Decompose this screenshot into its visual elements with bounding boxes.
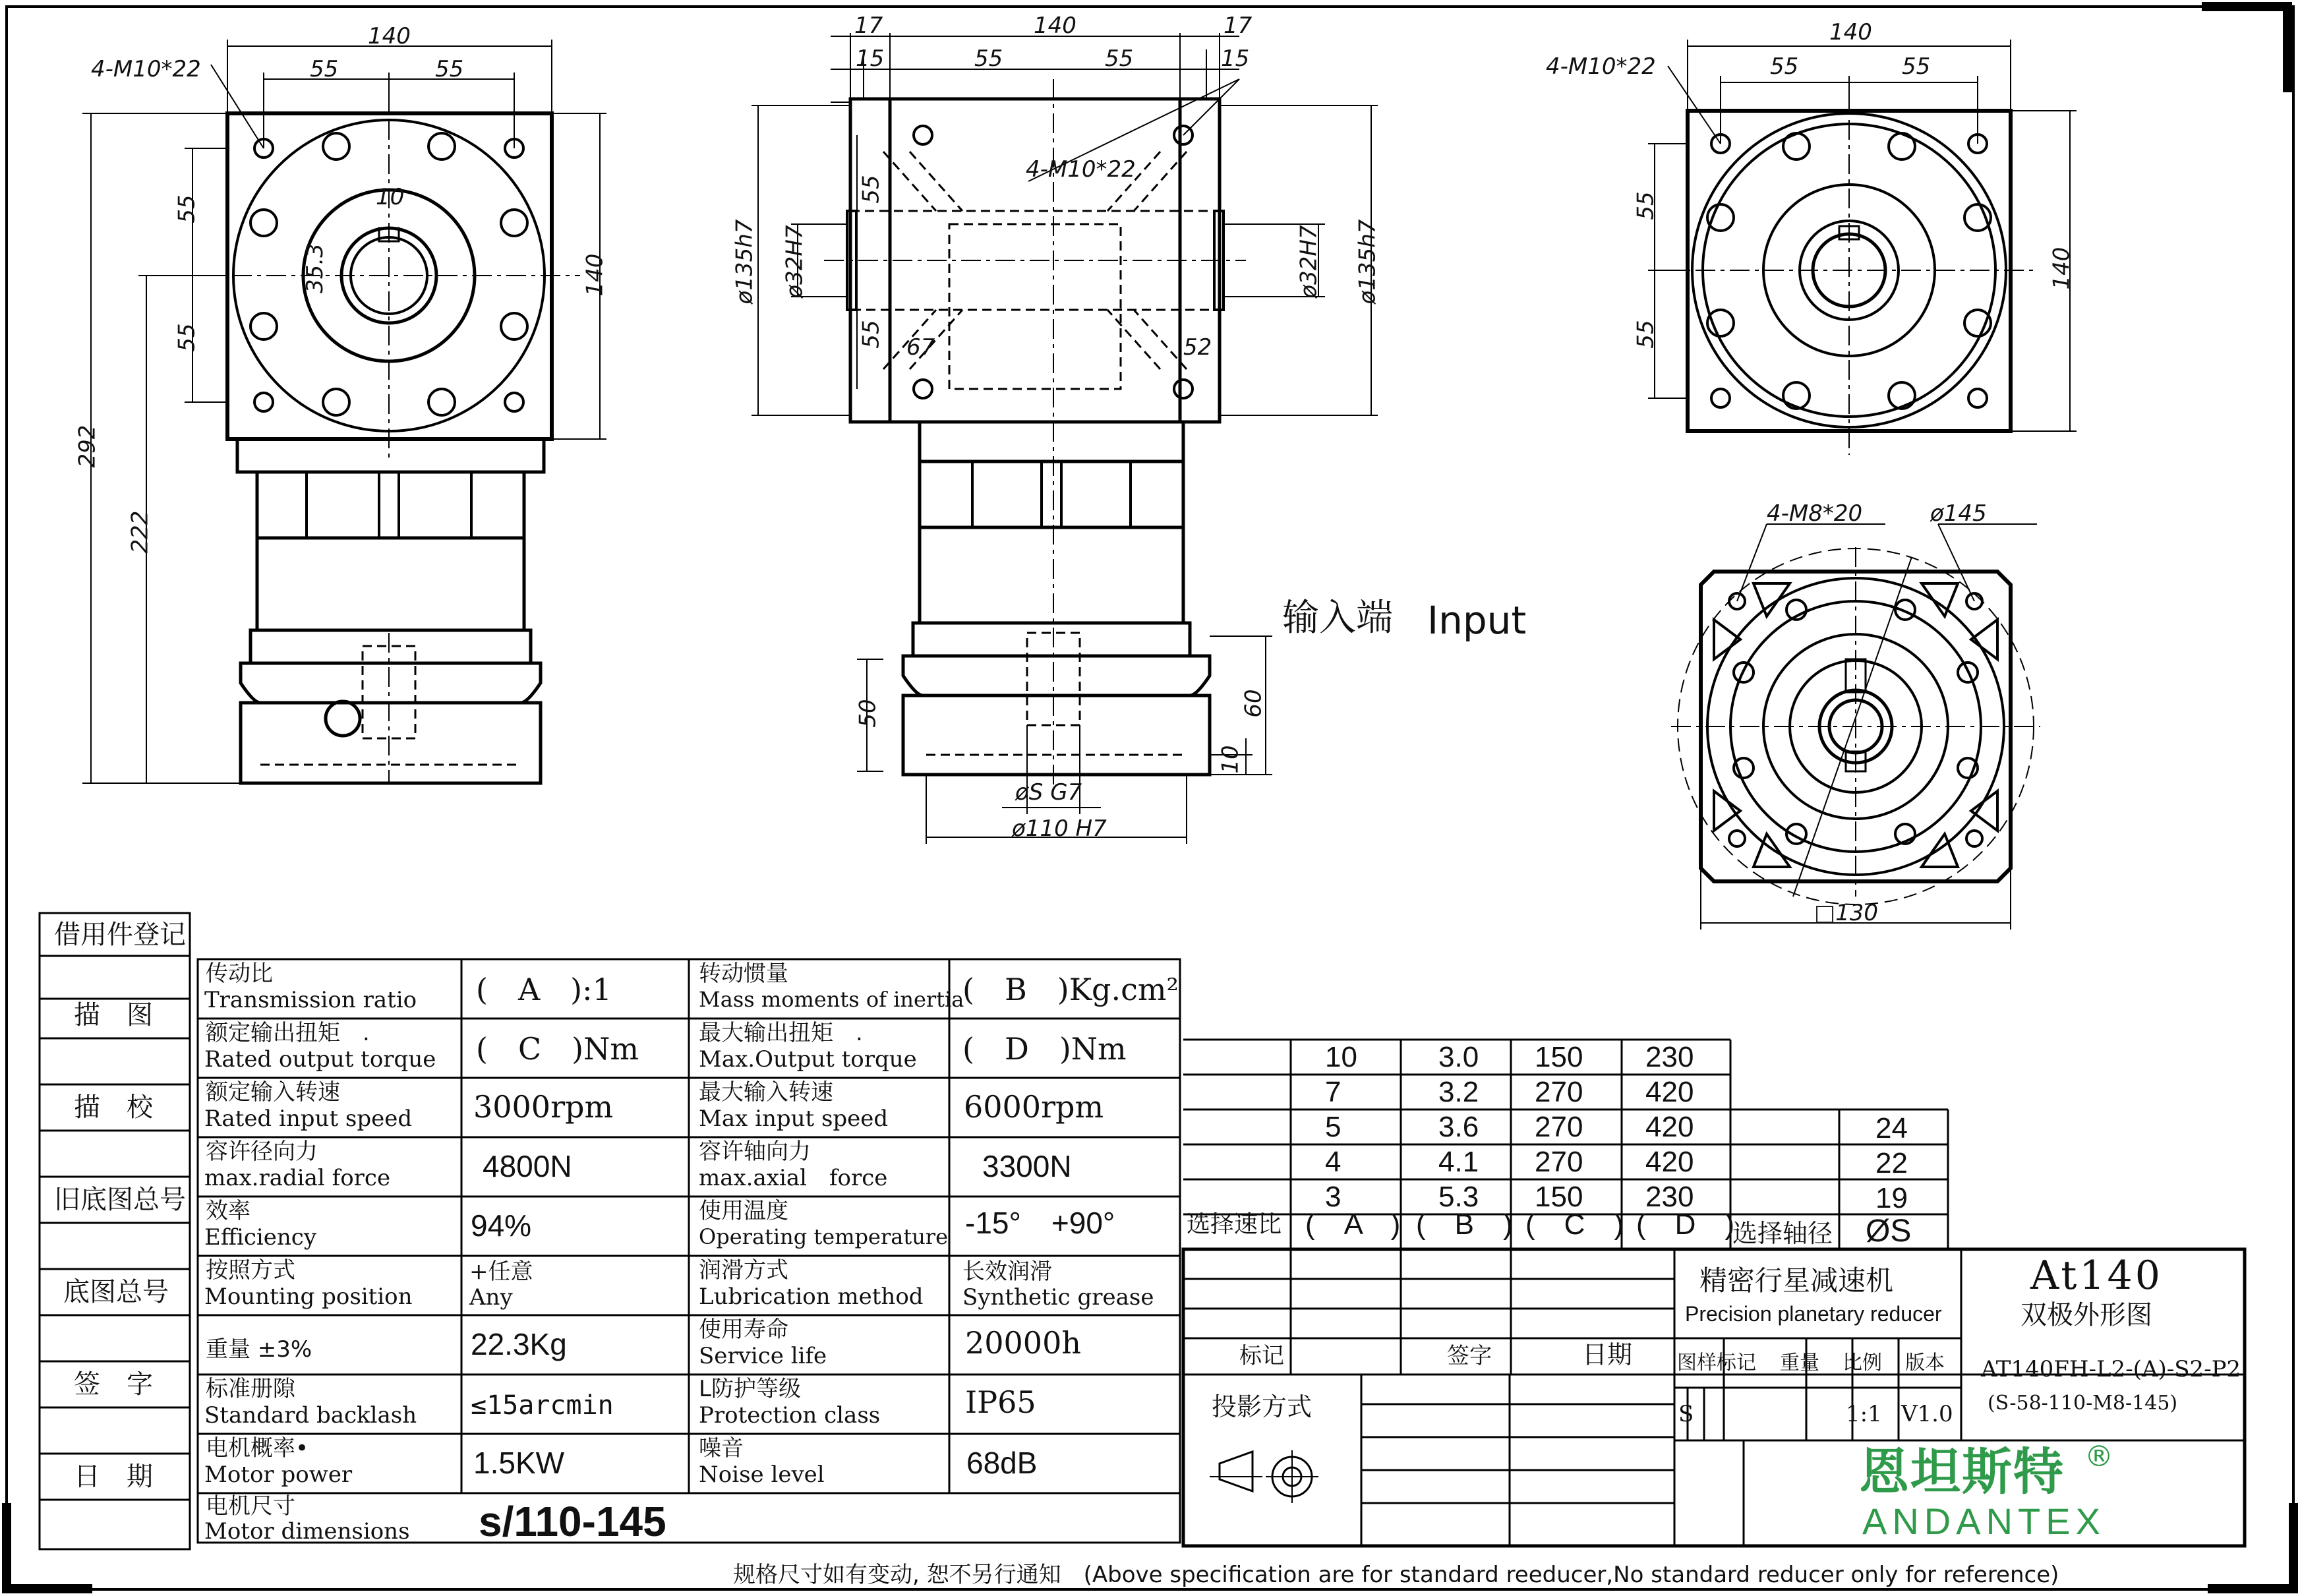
- ratio-cell: 4.1: [1438, 1146, 1479, 1178]
- dim-r-width: 140: [1829, 19, 1872, 45]
- spec-3-en1: max.radial force: [204, 1165, 391, 1191]
- spec-5-v1: +任意 Any: [469, 1258, 533, 1311]
- ratio-cell: 270: [1535, 1111, 1583, 1143]
- dim-c-h10: 10: [1217, 745, 1244, 774]
- spec-5-cn1: 按照方式: [206, 1257, 295, 1284]
- spec-3-cn2: 容许轴向力: [699, 1138, 811, 1165]
- brand-cn: 恩坦斯特: [1859, 1442, 2065, 1501]
- dim-c-d32a: ø32H7: [781, 225, 808, 299]
- dim-c-52: 52: [1183, 334, 1212, 361]
- right-view: [1648, 40, 2077, 455]
- lc-borrow: 借用件登记: [54, 920, 186, 950]
- tb-fig-mark: 图样标记: [1677, 1351, 1756, 1374]
- dim-c-h50: 50: [854, 699, 881, 728]
- lc-sign: 签 字: [74, 1369, 153, 1400]
- dim-r-v55a: 55: [1632, 191, 1659, 220]
- ratio-cell: 4: [1325, 1146, 1342, 1178]
- dim-c-67: 67: [906, 334, 935, 361]
- ratio-header-d: ( D ): [1636, 1208, 1735, 1241]
- dim-c-v55b: 55: [858, 320, 885, 349]
- ratio-cell: 270: [1535, 1076, 1583, 1108]
- ratio-cell: 420: [1645, 1111, 1694, 1143]
- ratio-cell: 150: [1535, 1181, 1583, 1213]
- spec-9-en1: Motor dimensions: [204, 1518, 410, 1545]
- ratio-cell: 420: [1645, 1076, 1694, 1108]
- spec-2-cn1: 额定输入转速: [206, 1079, 340, 1106]
- dim-left-half-b: 55: [435, 56, 464, 82]
- dim-left-body: 222: [127, 510, 154, 554]
- center-view: [752, 33, 1381, 844]
- tb-mark: 标记: [1239, 1343, 1284, 1369]
- ratio-cell: 3: [1325, 1181, 1342, 1213]
- spec-1-en2: Max.Output torque: [699, 1046, 917, 1073]
- lc-draw: 描 图: [74, 1000, 153, 1030]
- spec-4-en1: Efficiency: [204, 1224, 317, 1251]
- spec-3-v1: 4800N: [483, 1149, 572, 1183]
- spec-2-v1: 3000rpm: [473, 1089, 614, 1125]
- lc-base-no: 底图总号: [63, 1277, 169, 1307]
- dim-left-width: 140: [368, 23, 411, 49]
- spec-0-en2: Mass moments of inertia: [699, 987, 964, 1012]
- spec-9-cn1: 电机尺寸: [206, 1493, 295, 1520]
- shaft-label: 选择轴径: [1732, 1219, 1833, 1248]
- dim-c-d135b: ø135h7: [1354, 219, 1381, 305]
- flange-view: [1671, 524, 2040, 930]
- spec-8-en1: Motor power: [204, 1462, 353, 1488]
- spec-7-v2: IP65: [965, 1384, 1036, 1420]
- ratio-header-c: ( C ): [1525, 1208, 1624, 1241]
- ratio-cell: 5: [1325, 1111, 1342, 1143]
- dim-r-half-a: 55: [1770, 53, 1799, 80]
- shaft-val-1: 22: [1875, 1147, 1908, 1179]
- model-name: At140: [2030, 1253, 2163, 1299]
- spec-4-en2: Operating temperature: [699, 1224, 949, 1249]
- lc-old-no: 旧底图总号: [54, 1185, 186, 1215]
- ratio-header-a: ( A ): [1305, 1208, 1401, 1241]
- dim-r-bolt: 4-M10*22: [1546, 53, 1656, 80]
- spec-5-cn2: 润滑方式: [699, 1257, 788, 1284]
- shaft-val-2: 19: [1875, 1182, 1908, 1214]
- spec-6-v1: 22.3Kg: [471, 1327, 567, 1361]
- projection-symbol-icon: [1210, 1450, 1318, 1503]
- spec-8-cn2: 噪音: [699, 1435, 744, 1462]
- shaft-val-0: 24: [1875, 1112, 1908, 1144]
- dim-c-w55a: 55: [974, 45, 1003, 72]
- dim-c-d135a: ø135h7: [731, 219, 758, 305]
- spec-0-en1: Transmission ratio: [204, 987, 417, 1013]
- left-view: [82, 40, 606, 784]
- spec-6-v2: 20000h: [965, 1325, 1081, 1361]
- ratio-cell: 150: [1535, 1041, 1583, 1073]
- dim-left-v55b: 55: [173, 323, 200, 352]
- dim-c-w17a: 17: [854, 13, 883, 39]
- dim-c-h60: 60: [1240, 689, 1267, 718]
- dim-c-w140: 140: [1034, 13, 1076, 39]
- ratio-cell: 5.3: [1438, 1181, 1479, 1213]
- spec-6-en2: Service life: [699, 1343, 827, 1369]
- ratio-cell: 230: [1645, 1181, 1694, 1213]
- ratio-cell: 270: [1535, 1146, 1583, 1178]
- tb-fig-mark-val: S: [1678, 1401, 1694, 1427]
- dim-c-ds: øS G7: [1015, 779, 1082, 806]
- ratio-cell: 230: [1645, 1041, 1694, 1073]
- spec-0-v2: ( B )Kg.cm²: [962, 972, 1179, 1007]
- input-label-cn: 输入端: [1282, 597, 1393, 639]
- ratio-cell: 3.0: [1438, 1041, 1479, 1073]
- spec-5-v2: 长效润滑 Synthetic grease: [962, 1258, 1154, 1311]
- ratio-cell: 3.6: [1438, 1111, 1479, 1143]
- dim-left-v55a: 55: [173, 194, 200, 223]
- dim-left-h140: 140: [581, 253, 608, 297]
- tb-sign: 签字: [1447, 1343, 1492, 1369]
- tb-projection: 投影方式: [1212, 1392, 1312, 1421]
- spec-1-en1: Rated output torque: [204, 1046, 436, 1073]
- spec-3-cn1: 容许径向力: [206, 1138, 318, 1165]
- dim-c-d32b: ø32H7: [1295, 225, 1322, 299]
- corner-mark: [2202, 7, 2287, 92]
- tb-part-no: AT140FH-L2-(A)-S2-P2: [1981, 1356, 2241, 1382]
- tb-scale: 比例: [1843, 1351, 1882, 1374]
- dim-c-v55a: 55: [858, 175, 885, 204]
- spec-7-v1: ≤15arcmin: [471, 1390, 614, 1421]
- spec-2-v2: 6000rpm: [964, 1089, 1104, 1125]
- product-name-en: Precision planetary reducer: [1685, 1302, 1942, 1326]
- brand-reg: ®: [2084, 1440, 2113, 1473]
- dim-c-bolt: 4-M10*22: [1026, 156, 1136, 183]
- tb-part-sub: (S-58-110-M8-145): [1988, 1392, 2178, 1415]
- dim-c-w55b: 55: [1105, 45, 1134, 72]
- spec-0-cn2: 转动惯量: [699, 961, 788, 987]
- spec-4-v2: -15° +90°: [965, 1206, 1115, 1240]
- spec-6-cn2: 使用寿命: [699, 1316, 788, 1343]
- lc-check: 描 校: [74, 1092, 153, 1123]
- spec-2-cn2: 最大输入转速: [699, 1079, 833, 1106]
- input-label-en: Input: [1427, 598, 1527, 643]
- spec-9-v1: s/110-145: [479, 1498, 666, 1545]
- dim-c-d110: ø110 H7: [1012, 815, 1107, 842]
- dim-c-w15b: 15: [1221, 45, 1250, 72]
- tb-scale-val: 1:1: [1846, 1401, 1882, 1427]
- ratio-cell: 3.2: [1438, 1076, 1479, 1108]
- brand-en: ANDANTEX: [1862, 1500, 2106, 1542]
- spec-8-en2: Noise level: [699, 1462, 825, 1488]
- drawing-type: 双极外形图: [2020, 1300, 2152, 1330]
- ratio-cell: 420: [1645, 1146, 1694, 1178]
- dim-left-key-depth: 35.3: [301, 243, 328, 293]
- spec-8-cn1: 电机概率•: [206, 1435, 309, 1462]
- sheet-border: [7, 7, 2293, 1589]
- tb-version-val: V1.0: [1901, 1401, 1953, 1427]
- spec-4-cn1: 效率: [206, 1198, 251, 1224]
- shaft-header: ØS: [1866, 1214, 1912, 1249]
- dim-c-w17b: 17: [1224, 13, 1253, 39]
- dim-r-v55b: 55: [1632, 320, 1659, 349]
- spec-0-v1: ( A ):1: [476, 972, 612, 1007]
- dim-c-w15a: 15: [856, 45, 885, 72]
- spec-7-en1: Standard backlash: [204, 1402, 417, 1429]
- spec-5-en2: Lubrication method: [699, 1284, 924, 1310]
- dim-left-half-a: 55: [310, 56, 339, 82]
- spec-7-cn1: 标准册隙: [206, 1376, 295, 1402]
- dim-left-total: 292: [74, 425, 101, 468]
- spec-3-v2: 3300N: [982, 1149, 1072, 1183]
- dim-f-pcd: ø145: [1930, 500, 1987, 527]
- ratio-header-label: 选择速比: [1187, 1211, 1282, 1238]
- tb-version: 版本: [1905, 1351, 1945, 1374]
- dim-left-bolt: 4-M10*22: [91, 56, 201, 82]
- dim-r-half-b: 55: [1902, 53, 1931, 80]
- spec-1-cn2: 最大输出扭矩 .: [699, 1020, 863, 1046]
- spec-1-v1: ( C )Nm: [476, 1031, 639, 1067]
- product-name-cn: 精密行星减速机: [1699, 1264, 1894, 1297]
- dim-left-key: 10: [376, 184, 405, 210]
- dim-f-square: □130: [1814, 900, 1879, 926]
- spec-5-en1: Mounting position: [204, 1284, 413, 1310]
- spec-7-cn2: L防护等级: [699, 1376, 801, 1402]
- lc-date: 日 期: [74, 1462, 153, 1492]
- dim-r-h140: 140: [2048, 247, 2075, 290]
- spec-8-v1: 1.5KW: [473, 1446, 565, 1480]
- spec-2-en2: Max input speed: [699, 1106, 889, 1132]
- spec-8-v2: 68dB: [966, 1446, 1038, 1480]
- spec-7-en2: Protection class: [699, 1402, 881, 1429]
- spec-1-cn1: 额定输出扭矩 .: [206, 1020, 370, 1046]
- footer-note: 规格尺寸如有变动, 恕不另行通知 (Above specification are for standard reeducer,No standard reducer only for reference): [733, 1562, 2059, 1588]
- spec-1-v2: ( D )Nm: [962, 1031, 1127, 1067]
- tb-weight: 重量: [1780, 1351, 1819, 1374]
- spec-4-v1: 94%: [471, 1208, 532, 1243]
- corner-mark: [7, 1503, 92, 1589]
- dim-f-bolt: 4-M8*20: [1767, 500, 1863, 527]
- tb-date: 日期: [1582, 1340, 1633, 1369]
- spec-4-cn2: 使用温度: [699, 1198, 788, 1224]
- spec-2-en1: Rated input speed: [204, 1106, 413, 1132]
- spec-3-en2: max.axial force: [699, 1165, 888, 1191]
- spec-0-cn1: 传动比: [206, 961, 273, 987]
- spec-6-cn1: 重量 ±3%: [206, 1336, 312, 1363]
- ratio-cell: 7: [1325, 1076, 1342, 1108]
- ratio-cell: 10: [1325, 1041, 1357, 1073]
- ratio-header-b: ( B ): [1416, 1208, 1513, 1241]
